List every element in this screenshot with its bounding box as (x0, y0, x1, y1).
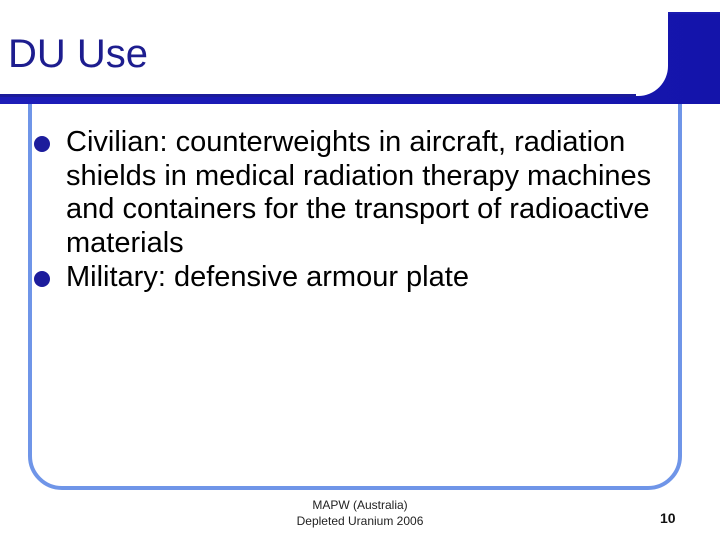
page-number: 10 (660, 510, 676, 526)
footer (0, 498, 720, 529)
slide-title: DU Use (8, 32, 149, 76)
footer-line-2: Depleted Uranium 2006 (296, 513, 424, 528)
bullet-list (34, 126, 654, 294)
bullet-icon (34, 271, 50, 287)
bullet-icon (34, 136, 50, 152)
bullet-item-military (34, 261, 654, 295)
bullet-item-civilian (34, 126, 654, 261)
footer-line-1: MAPW (Australia) (312, 498, 408, 512)
bullet-text: Civilian: counterweights in aircraft, radiation shields in medical radiation therapy machines and containers for the transport of radioactive materials (66, 126, 652, 259)
bullet-text: Military: defensive armour plate (66, 260, 469, 293)
title-underline (0, 94, 636, 97)
